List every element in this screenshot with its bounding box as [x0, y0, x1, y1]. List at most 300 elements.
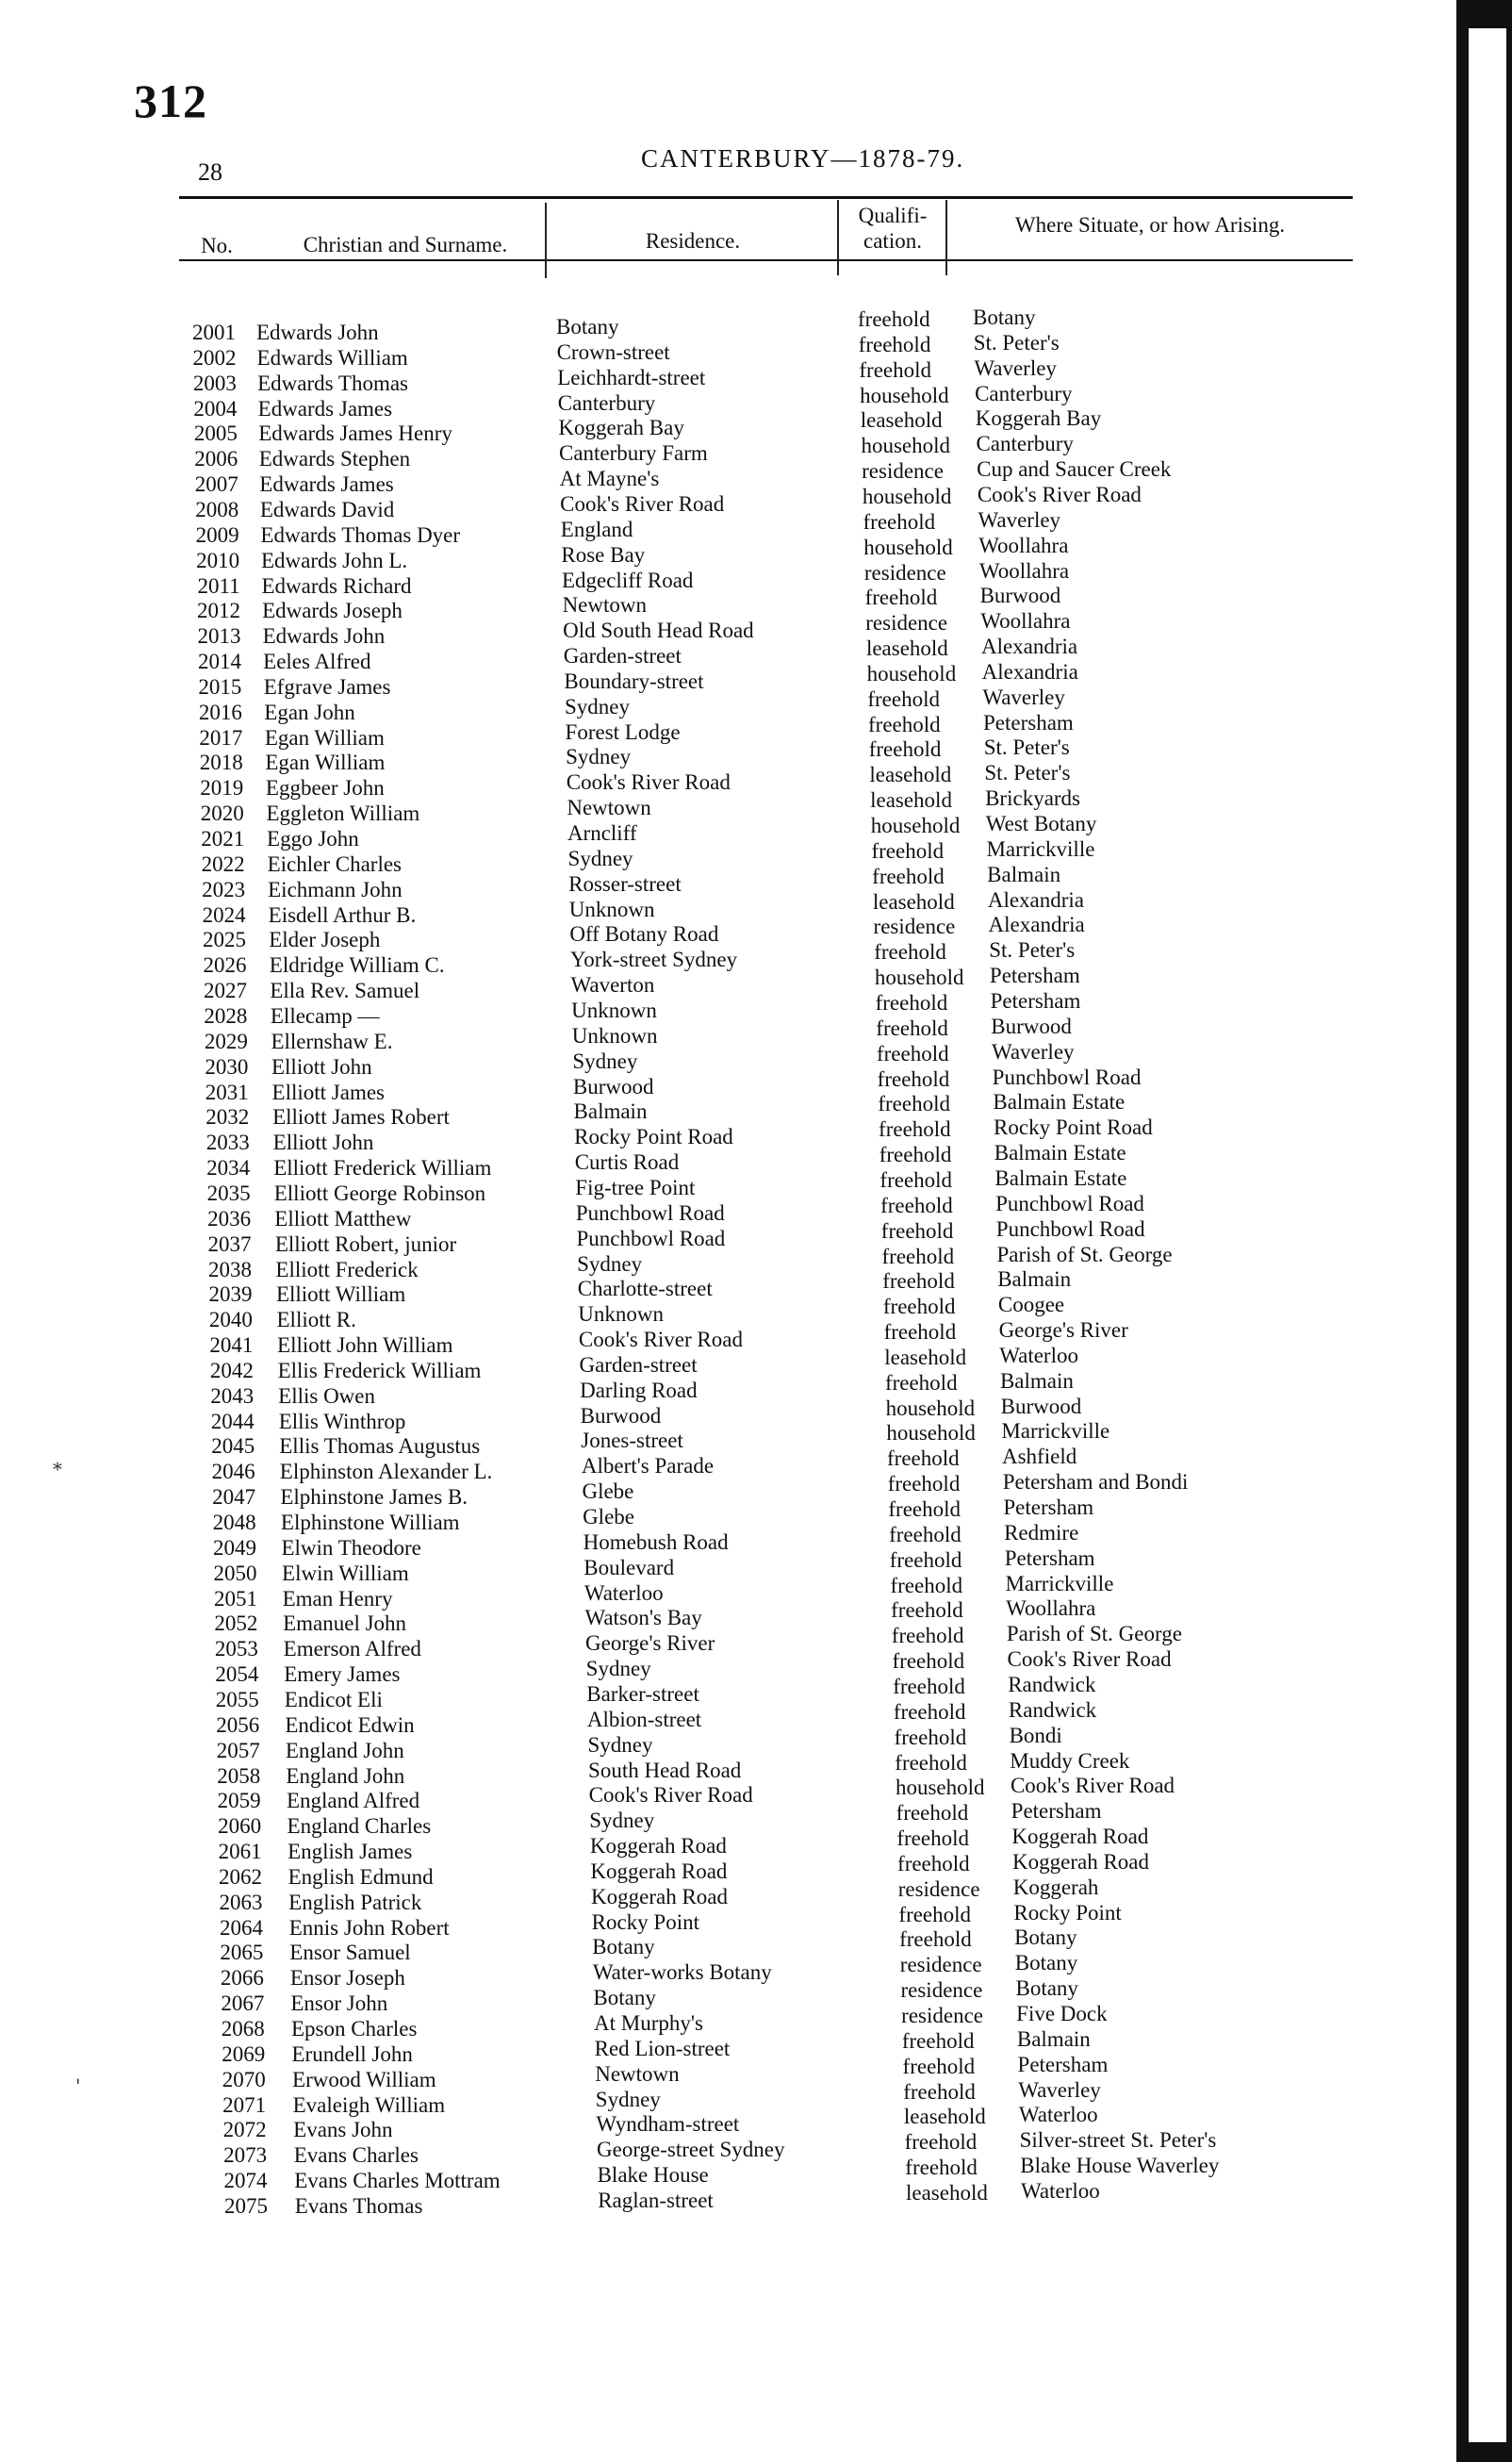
column-divider	[837, 200, 839, 275]
entry-name: Elliott Frederick	[275, 1257, 419, 1281]
entry-residence: Burwood	[580, 1403, 662, 1428]
entry-where: Balmain Estate	[993, 1090, 1126, 1115]
header-qualification: Qualifi- cation.	[858, 204, 928, 253]
entry-name: Efgrave James	[263, 674, 391, 699]
entry-residence: Sydney	[595, 2087, 661, 2111]
entry-qualification: freehold	[895, 1750, 967, 1775]
entry-residence: Fig-tree Point	[575, 1175, 696, 1199]
entry-where: Waterloo	[999, 1343, 1078, 1367]
entry-name: Epson Charles	[290, 2017, 418, 2041]
entry-qualification: freehold	[894, 1725, 967, 1749]
entry-name: Eggo John	[267, 827, 359, 851]
header-no: No.	[201, 234, 233, 257]
entry-name: Edwards James	[259, 472, 394, 497]
entry-qualification: freehold	[893, 1674, 965, 1698]
entry-qualification: freehold	[889, 1547, 962, 1572]
entry-number: 2003	[192, 371, 237, 395]
entry-number: 2014	[197, 650, 241, 674]
entry-where: Canterbury	[975, 381, 1073, 405]
entry-number: 2038	[208, 1257, 252, 1281]
entry-name: Elwin William	[282, 1561, 409, 1585]
entry-where: St. Peter's	[983, 735, 1070, 760]
entry-where: George's River	[998, 1318, 1128, 1343]
entry-number: 2036	[207, 1206, 252, 1231]
entry-where: Petersham	[983, 710, 1074, 735]
entry-number: 2034	[206, 1156, 251, 1181]
entry-residence: Albert's Parade	[581, 1454, 715, 1479]
entry-number: 2009	[195, 522, 239, 547]
entry-qualification: freehold	[858, 307, 930, 331]
entry-residence: Sydney	[577, 1251, 643, 1276]
entry-qualification: freehold	[868, 737, 942, 762]
entry-where: Koggerah Bay	[975, 406, 1102, 431]
entry-name: Evans Thomas	[294, 2194, 423, 2218]
entry-number: 2012	[197, 599, 241, 623]
entry-residence: Burwood	[572, 1074, 654, 1099]
entry-where: Rocky Point	[1013, 1900, 1122, 1925]
entry-qualification: freehold	[888, 1497, 961, 1521]
entry-where: Punchbowl Road	[992, 1065, 1142, 1089]
entry-number: 2027	[203, 979, 247, 1003]
entry-qualification: freehold	[878, 1092, 950, 1116]
entry-qualification: household	[870, 814, 961, 838]
entry-qualification: freehold	[887, 1446, 960, 1471]
entry-residence: Rocky Point	[591, 1909, 699, 1934]
entry-name: Emery James	[284, 1662, 401, 1687]
entry-name: Elliott James	[271, 1080, 385, 1104]
entry-residence: Sydney	[567, 846, 633, 870]
entry-residence: Botany	[592, 1935, 655, 1959]
entry-name: Ellis Winthrop	[278, 1409, 406, 1433]
entry-number: 2030	[205, 1054, 249, 1079]
entry-qualification: freehold	[887, 1472, 961, 1496]
entry-name: Elliott Robert, junior	[274, 1231, 457, 1256]
entry-name: Eisdell Arthur B.	[268, 902, 417, 927]
entry-qualification: residence	[873, 915, 956, 939]
entry-qualification: freehold	[890, 1573, 963, 1597]
entry-qualification: freehold	[867, 686, 940, 711]
entry-number: 2004	[193, 396, 238, 421]
entry-number: 2005	[193, 421, 238, 446]
entry-where: Redmire	[1004, 1520, 1079, 1545]
entry-qualification: leasehold	[870, 788, 952, 813]
entry-qualification: freehold	[903, 2079, 976, 2104]
entry-name: English James	[288, 1840, 413, 1864]
entry-where: Brickyards	[985, 786, 1081, 811]
entry-name: Elliott James Robert	[272, 1105, 450, 1130]
entry-number: 2010	[196, 548, 240, 572]
entry-number: 2039	[208, 1282, 253, 1307]
entry-where: Waterloo	[1021, 2179, 1100, 2203]
entry-residence: Rosser-street	[568, 871, 682, 896]
entry-residence: Waterloo	[583, 1580, 664, 1605]
entry-number: 2028	[204, 1003, 248, 1028]
entry-residence: Sydney	[589, 1809, 655, 1833]
entry-residence: Sydney	[566, 745, 632, 769]
entry-where: Coogee	[997, 1293, 1065, 1317]
entry-number: 2064	[219, 1915, 263, 1940]
entry-number: 2048	[212, 1511, 256, 1534]
entry-residence: Unknown	[571, 998, 657, 1022]
entry-number: 2072	[222, 2118, 267, 2142]
entry-residence: Balmain	[573, 1099, 648, 1124]
entry-residence: Newtown	[595, 2061, 680, 2086]
entry-residence: Boulevard	[583, 1555, 675, 1579]
entry-qualification: freehold	[872, 864, 945, 888]
entry-name: Edwards Thomas	[257, 371, 409, 395]
entry-where: Randwick	[1008, 1672, 1096, 1696]
entry-where: Burwood	[1000, 1394, 1082, 1418]
entry-name: Evaleigh William	[292, 2092, 446, 2117]
entry-qualification: freehold	[881, 1244, 955, 1268]
entry-qualification: freehold	[868, 712, 941, 736]
entry-residence: Glebe	[582, 1479, 634, 1504]
entry-number: 2068	[221, 2017, 265, 2041]
entry-where: Randwick	[1008, 1697, 1097, 1722]
entry-qualification: leasehold	[869, 763, 952, 787]
entry-where: Silver-street St. Peter's	[1019, 2128, 1217, 2153]
entry-where: Parish of St. George	[996, 1242, 1173, 1266]
entry-number: 2020	[200, 801, 244, 826]
entry-residence: Blake House	[597, 2163, 709, 2188]
entry-name: Eggleton William	[266, 801, 420, 826]
entry-number: 2016	[198, 700, 242, 724]
entry-number: 2053	[214, 1637, 258, 1661]
entry-name: Ellis Frederick William	[277, 1358, 482, 1382]
header-where: Where Situate, or how Arising.	[1014, 213, 1286, 237]
entry-name: Elliott Frederick William	[273, 1156, 492, 1181]
entry-number: 2070	[222, 2067, 266, 2091]
entry-residence: Sydney	[572, 1049, 638, 1073]
entry-name: England John	[286, 1763, 405, 1788]
header-residence: Residence.	[645, 229, 741, 253]
entry-qualification: freehold	[904, 2130, 978, 2155]
entry-where: Waterloo	[1018, 2103, 1098, 2127]
entry-name: Eman Henry	[282, 1586, 393, 1611]
entry-number: 2065	[220, 1941, 264, 1965]
entry-residence: George-street Sydney	[597, 2138, 785, 2162]
entry-residence: Barker-street	[586, 1681, 699, 1706]
entry-qualification: freehold	[902, 2054, 976, 2078]
entry-qualification: residence	[897, 1876, 980, 1901]
entry-qualification: freehold	[884, 1370, 958, 1395]
entry-residence: Rose Bay	[561, 542, 646, 567]
entry-residence: Cook's River Road	[560, 491, 725, 516]
entry-name: Evans Charles	[293, 2143, 419, 2168]
entry-number: 2049	[213, 1535, 257, 1560]
entry-name: Eeles Alfred	[263, 650, 371, 674]
entry-number: 2066	[220, 1966, 264, 1991]
entry-qualification: freehold	[893, 1699, 966, 1724]
entry-where: Botany	[1014, 1925, 1077, 1950]
entry-number: 2026	[203, 953, 247, 978]
entry-residence: Curtis Road	[574, 1150, 680, 1175]
entry-name: Erwood William	[292, 2067, 436, 2091]
entry-where: Koggerah Road	[1011, 1825, 1149, 1849]
entry-qualification: freehold	[882, 1269, 955, 1294]
entry-number: 2013	[197, 624, 241, 649]
entry-name: Evans Charles Mottram	[294, 2169, 501, 2193]
entry-name: Elphinstone William	[280, 1511, 460, 1534]
entry-name: Elphinstone James B.	[280, 1485, 468, 1510]
entry-where: Botany	[973, 306, 1036, 329]
entry-qualification: freehold	[892, 1649, 965, 1674]
entry-name: Eichmann John	[268, 877, 403, 901]
entry-name: Elliott William	[275, 1282, 406, 1307]
entry-number: 2057	[216, 1738, 260, 1762]
entry-where: Blake House Waverley	[1020, 2154, 1220, 2178]
entry-qualification: freehold	[891, 1624, 964, 1648]
sub-page-number: 28	[198, 158, 222, 186]
entry-number: 2031	[205, 1080, 249, 1104]
entry-where: Burwood	[991, 1014, 1072, 1038]
entry-where: Waverley	[1018, 2077, 1101, 2102]
entry-qualification: freehold	[876, 1016, 948, 1040]
entry-number: 2011	[197, 573, 240, 598]
entry-where: Botany	[1015, 1976, 1078, 2001]
entry-number: 2067	[221, 1991, 265, 2016]
entry-where: Balmain	[999, 1368, 1074, 1393]
entry-qualification: freehold	[880, 1193, 953, 1217]
entry-name: Elliott Matthew	[274, 1206, 412, 1231]
entry-qualification: household	[866, 661, 957, 686]
entry-name: Egan John	[264, 700, 355, 724]
entry-where: Burwood	[979, 584, 1061, 608]
entry-where: Balmain Estate	[994, 1141, 1126, 1165]
entry-name: England Charles	[287, 1814, 432, 1839]
entry-where: Alexandria	[980, 635, 1078, 659]
entry-residence: Arncliff	[567, 821, 637, 846]
entry-name: England John	[285, 1738, 404, 1762]
entry-name: Elphinston Alexander L.	[279, 1460, 493, 1484]
entry-qualification: household	[863, 535, 953, 559]
entry-qualification: residence	[865, 611, 948, 636]
entry-where: Bondi	[1009, 1723, 1062, 1747]
entry-where: Cook's River Road	[1007, 1647, 1172, 1672]
entry-residence: Old South Head Road	[563, 619, 754, 643]
entry-number: 2074	[223, 2169, 268, 2193]
entry-qualification: leasehold	[903, 2105, 986, 2129]
entry-qualification: freehold	[883, 1320, 957, 1345]
header-name: Christian and Surname.	[303, 233, 508, 256]
entry-residence: Edgecliff Road	[561, 568, 694, 592]
entry-residence: Off Botany Road	[569, 922, 719, 947]
entry-qualification: freehold	[876, 1041, 949, 1066]
entry-where: Petersham	[1003, 1495, 1094, 1519]
entry-qualification: freehold	[879, 1167, 953, 1192]
entry-name: Ensor John	[290, 1991, 388, 2016]
entry-name: England Alfred	[286, 1789, 420, 1813]
entry-qualification: leasehold	[872, 889, 955, 914]
column-divider	[945, 200, 947, 275]
entry-where: Punchbowl Road	[995, 1216, 1145, 1241]
entry-where: Koggerah	[1012, 1875, 1099, 1899]
entry-where: Waverley	[978, 507, 1061, 532]
entry-where: Rocky Point Road	[994, 1115, 1153, 1140]
entry-number: 2042	[209, 1358, 254, 1382]
entry-qualification: freehold	[896, 1826, 969, 1851]
header-bottom-rule	[179, 259, 1353, 261]
entry-number: 2054	[215, 1662, 259, 1687]
entry-number: 2021	[201, 827, 245, 851]
entry-number: 2047	[212, 1485, 256, 1510]
entry-name: Ellernshaw E.	[271, 1029, 393, 1053]
entry-residence: Rocky Point Road	[574, 1125, 733, 1149]
entry-where: Petersham	[990, 988, 1081, 1013]
entry-residence: Sydney	[585, 1657, 651, 1681]
entry-number: 2022	[201, 851, 245, 876]
entry-qualification: household	[886, 1421, 976, 1446]
entry-qualification: freehold	[879, 1143, 952, 1167]
entry-number: 2015	[198, 674, 242, 699]
entry-number: 2040	[208, 1308, 253, 1332]
entry-where: Woollahra	[978, 533, 1069, 557]
entry-name: Elliott George Robinson	[273, 1181, 486, 1205]
entry-number: 2069	[222, 2041, 266, 2066]
entry-qualification: freehold	[858, 332, 931, 356]
entry-where: Waverley	[982, 685, 1065, 709]
entry-where: Petersham	[989, 964, 1080, 988]
entry-name: Emanuel John	[283, 1611, 407, 1636]
header-top-rule	[179, 196, 1353, 199]
entry-number: 2059	[217, 1789, 261, 1813]
entry-number: 2063	[219, 1890, 263, 1914]
entry-where: Petersham	[1017, 2052, 1109, 2076]
entry-where: Petersham and Bondi	[1002, 1470, 1189, 1495]
entry-name: Edwards Thomas Dyer	[260, 522, 461, 547]
entry-residence: Sydney	[564, 694, 630, 719]
entry-name: Erundell John	[291, 2041, 413, 2066]
entry-residence: Unknown	[571, 1023, 658, 1048]
entry-number: 2025	[203, 928, 247, 952]
entry-name: Ensor Samuel	[289, 1941, 411, 1965]
entry-residence: Canterbury Farm	[558, 441, 708, 466]
entry-name: Edwards John	[256, 321, 379, 344]
entry-where: Alexandria	[987, 887, 1085, 912]
entry-qualification: household	[885, 1396, 976, 1420]
entry-number: 2041	[209, 1333, 254, 1358]
entry-number: 2052	[214, 1611, 258, 1636]
entry-where: Botany	[1014, 1951, 1078, 1975]
entry-name: Endicot Eli	[284, 1687, 383, 1711]
entry-where: Balmain Estate	[994, 1165, 1127, 1190]
entry-residence: Leichhardt-street	[557, 365, 706, 389]
entry-where: Cup and Saucer Creek	[977, 457, 1172, 482]
entry-name: Elder Joseph	[269, 928, 381, 952]
margin-mark: ⁎	[53, 1452, 62, 1475]
entry-residence: Canterbury	[557, 390, 656, 415]
entry-name: Elwin Theodore	[281, 1535, 421, 1560]
entry-where: Alexandria	[988, 913, 1085, 937]
entry-residence: Punchbowl Road	[575, 1200, 725, 1225]
entry-residence: South Head Road	[588, 1758, 742, 1782]
entry-qualification: freehold	[897, 1851, 970, 1875]
entry-number: 2058	[217, 1763, 261, 1788]
entry-qualification: freehold	[859, 357, 932, 382]
entry-residence: Unknown	[568, 897, 655, 921]
entry-qualification: freehold	[879, 1117, 951, 1142]
entry-residence: Wyndham-street	[596, 2112, 740, 2137]
entry-number: 2075	[224, 2194, 268, 2218]
entry-qualification: residence	[900, 1978, 983, 2003]
entry-residence: Koggerah Road	[589, 1834, 727, 1859]
entry-name: Edwards John L.	[260, 548, 408, 572]
entry-residence: England	[560, 517, 633, 541]
entry-qualification: leasehold	[860, 408, 943, 433]
scan-edge-paper	[1469, 28, 1506, 2442]
entry-name: Ensor Joseph	[289, 1966, 405, 1991]
entry-number: 2007	[194, 472, 238, 497]
entry-qualification: residence	[863, 560, 946, 585]
entry-number: 2071	[222, 2092, 267, 2117]
entry-name: Elliott John William	[277, 1333, 453, 1358]
entry-residence: York-street Sydney	[569, 948, 738, 972]
entry-qualification: residence	[899, 1953, 982, 1977]
entry-name: Eggbeer John	[265, 776, 385, 801]
entry-residence: Cook's River Road	[566, 770, 731, 795]
entry-where: Marrickville	[1005, 1571, 1114, 1595]
entry-where: St. Peter's	[984, 761, 1071, 785]
entry-where: Koggerah Road	[1012, 1849, 1150, 1874]
entry-qualification: household	[860, 383, 949, 407]
entry-name: Ellis Thomas Augustus	[279, 1434, 481, 1459]
entry-qualification: freehold	[901, 2028, 975, 2053]
entry-number: 2017	[199, 725, 243, 750]
entry-where: Punchbowl Road	[995, 1191, 1144, 1215]
entry-qualification: household	[895, 1776, 985, 1800]
entry-name: Ennis John Robert	[288, 1915, 450, 1940]
entry-residence: Charlotte-street	[577, 1277, 713, 1301]
entry-where: Five Dock	[1016, 2002, 1108, 2026]
entry-residence: Garden-street	[579, 1352, 698, 1377]
entry-residence: Koggerah Road	[591, 1884, 729, 1908]
entry-where: Petersham	[1011, 1799, 1102, 1824]
entry-name: Egan William	[265, 751, 386, 775]
entry-number: 2043	[210, 1383, 255, 1408]
entry-where: Woollahra	[980, 609, 1071, 634]
entry-name: Evans John	[293, 2118, 393, 2142]
entry-residence: Sydney	[587, 1732, 653, 1757]
entry-residence: Newtown	[562, 593, 647, 618]
entry-qualification: household	[861, 434, 950, 458]
entry-name: Edwards Joseph	[262, 599, 403, 623]
entry-where: Muddy Creek	[1010, 1748, 1130, 1773]
entry-qualification: leasehold	[884, 1345, 967, 1369]
entry-name: Edwards James	[257, 396, 393, 421]
entry-residence: Waverton	[570, 973, 655, 998]
entry-number: 2001	[192, 321, 236, 344]
entry-number: 2019	[200, 776, 244, 801]
entry-qualification: freehold	[898, 1902, 972, 1926]
entry-residence: Punchbowl Road	[576, 1226, 726, 1250]
entry-name: Elliott John	[271, 1054, 372, 1079]
entry-number: 2046	[211, 1460, 255, 1484]
entry-number: 2002	[192, 345, 237, 370]
entry-where: Woollahra	[1006, 1596, 1096, 1621]
entry-name: Elliott John	[272, 1131, 374, 1155]
running-title: CANTERBURY—1878-79.	[641, 144, 965, 173]
entry-name: Edwards John	[262, 624, 386, 649]
entry-residence: At Murphy's	[594, 2011, 703, 2036]
entry-number: 2033	[205, 1131, 250, 1155]
entry-residence: Albion-street	[586, 1707, 702, 1731]
entry-qualification: household	[874, 966, 964, 990]
entry-qualification: freehold	[896, 1801, 969, 1826]
entry-residence: Red Lion-street	[594, 2036, 731, 2060]
column-divider	[545, 203, 547, 278]
entry-where: St. Peter's	[989, 938, 1076, 963]
entry-qualification: freehold	[905, 2156, 978, 2180]
